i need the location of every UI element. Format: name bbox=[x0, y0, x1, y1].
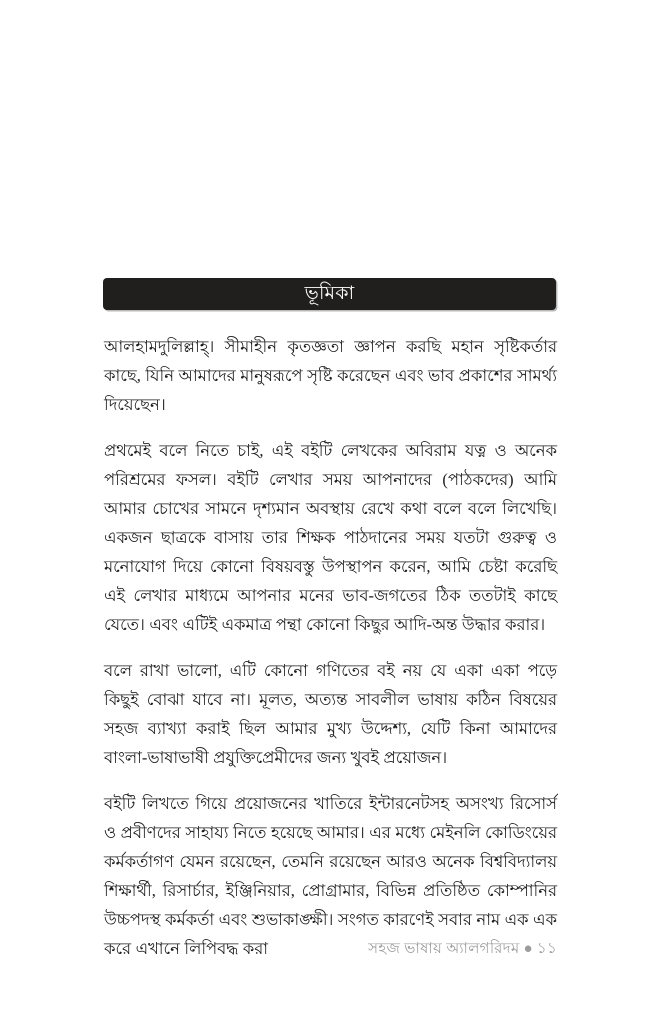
paragraph-4: বইটি লিখতে গিয়ে প্রয়োজনের খাতিরে ইন্টারনেটসহ অসংখ্য রিসোর্স ও প্রবীণদের সাহায্য নিতে হয়েছে আমার। এর মধ্যে মেইনলি কোডিংয়ের কর্মকর্তাগণ যেমন রয়েছেন, তেমনি রয়েছেন আরও অনেক বিশ্ববিদ্যালয় শিক্ষার্থী, রিসার্চার, ইঞ্জিনিয়ার, প্রোগ্রামার, বিভিন্ন প্রতিষ্ঠিত কোম্পানির উচ্চপদস্থ কর্মকর্তা এবং শুভাকাঙ্ক্ষী। সংগত কারণেই সবার নাম এক এক করে এখানে লিপিবদ্ধ করা bbox=[104, 794, 557, 958]
footer-running-title: সহজ ভাষায় অ্যালগরিদম ● ১১ bbox=[368, 941, 557, 957]
body-text-column bbox=[104, 332, 557, 963]
chapter-title: ভূমিকা bbox=[304, 282, 355, 304]
paragraph-3: বলে রাখা ভালো, এটি কোনো গণিতের বই নয় যে একা একা পড়ে কিছুই বোঝা যাবে না। মূলত, অত্যন্ত সাবলীল ভাষায় কঠিন বিষয়ের সহজ ব্যাখ্যা করাই ছিল আমার মুখ্য উদ্দেশ্য, যেটি কিনা আমাদের বাংলা-ভাষাভাষী প্রযুক্তিপ্রেমীদের জন্য খুবই প্রয়োজন। bbox=[104, 661, 557, 767]
paragraph-2: প্রথমেই বলে নিতে চাই, এই বইটি লেখকের অবিরাম যত্ন ও অনেক পরিশ্রমের ফসল। বইটি লেখার সময় আপনাদের (পাঠকদের) আমি আমার চোখের সামনে দৃশ্যমান অবস্থায় রেখে কথা বলে বলে লিখেছি। একজন ছাত্রকে বাসায় তার শিক্ষক পাঠদানের সময় যতটা গুরুত্ব ও মনোযোগ দিয়ে কোনো বিষয়বস্তু উপস্থাপন করেন, আমি চেষ্টা করেছি এই লেখার মাধ্যমে আপনার মনের ভাব-জগতের ঠিক ততটাই কাছে যেতে। এবং এটিই একমাত্র পন্থা কোনো কিছুর আদি-অন্ত উদ্ধার করার। bbox=[104, 441, 557, 634]
top-margin bbox=[0, 0, 663, 276]
chapter-heading-bar bbox=[103, 278, 556, 310]
page-footer bbox=[104, 938, 557, 960]
paragraph-1: আলহামদুলিল্লাহ্‌। সীমাহীন কৃতজ্ঞতা জ্ঞাপন করছি মহান সৃষ্টিকর্তার কাছে, যিনি আমাদের মানুষরূপে সৃষ্টি করেছেন এবং ভাব প্রকাশের সামর্থ্য দিয়েছেন। bbox=[104, 337, 557, 414]
